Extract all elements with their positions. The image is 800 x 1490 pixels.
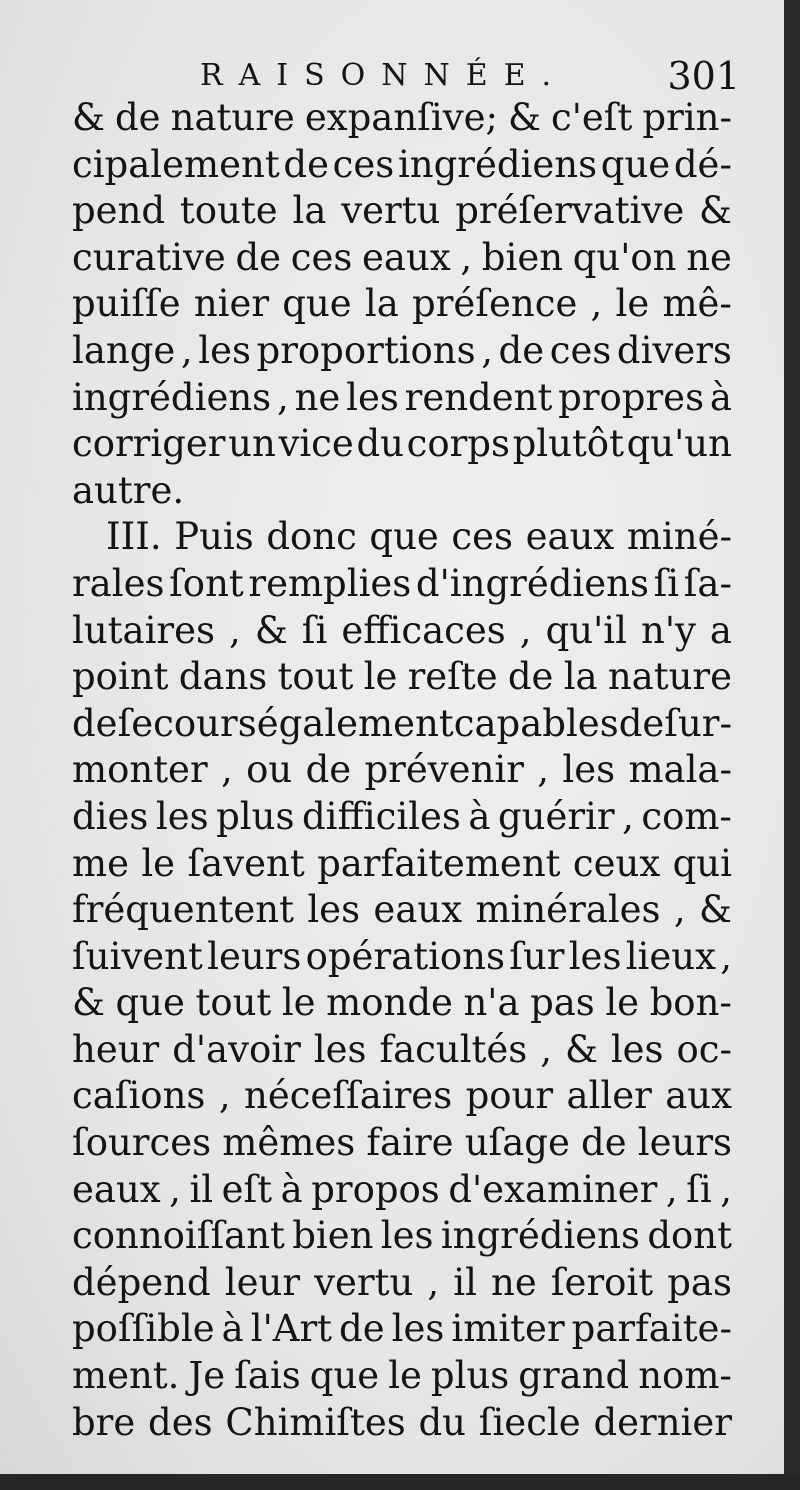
word: , bbox=[229, 608, 241, 652]
word: des bbox=[148, 1400, 213, 1444]
word: le bbox=[281, 981, 316, 1025]
text-line bbox=[72, 794, 732, 841]
word: dernier bbox=[593, 1400, 732, 1444]
word: du bbox=[356, 422, 404, 466]
word: parfaite- bbox=[571, 1307, 732, 1351]
word: , bbox=[540, 1027, 553, 1071]
word: les bbox=[610, 1027, 664, 1071]
word: , bbox=[590, 282, 603, 326]
word: dies bbox=[72, 794, 149, 838]
word: nom- bbox=[638, 1354, 732, 1398]
word: ſi bbox=[301, 608, 328, 652]
text-line bbox=[72, 934, 732, 981]
word: leur bbox=[224, 1260, 301, 1304]
word: qui bbox=[672, 841, 732, 885]
text-line bbox=[72, 1167, 732, 1214]
word: pour bbox=[465, 1074, 554, 1118]
word: eaux bbox=[525, 515, 615, 559]
word: eaux bbox=[373, 888, 463, 932]
word: de bbox=[498, 328, 545, 372]
text-line bbox=[72, 1213, 732, 1260]
word: autre. bbox=[72, 468, 185, 512]
word: bien bbox=[481, 235, 564, 279]
text-line bbox=[72, 514, 732, 561]
word: dépend bbox=[72, 1260, 211, 1304]
word: ingrédiens bbox=[440, 1214, 640, 1258]
word: de bbox=[72, 701, 118, 745]
word: ces bbox=[549, 328, 612, 372]
word: , bbox=[180, 328, 193, 372]
word: ces bbox=[451, 515, 514, 559]
word: que bbox=[282, 282, 352, 326]
word: les bbox=[198, 328, 251, 372]
word: ſeroit bbox=[550, 1260, 654, 1304]
word: III. bbox=[106, 515, 162, 559]
word: ſi bbox=[653, 561, 680, 605]
word: préſence bbox=[412, 282, 578, 326]
word: prin- bbox=[642, 96, 732, 139]
word: rendent bbox=[404, 375, 553, 419]
word: , bbox=[622, 794, 634, 838]
word: vertu bbox=[314, 1260, 414, 1304]
word: & bbox=[254, 608, 288, 652]
word: point bbox=[72, 655, 169, 699]
word: , bbox=[720, 934, 732, 978]
text-line bbox=[72, 654, 732, 701]
word: eaux bbox=[362, 235, 451, 279]
word: ſecours bbox=[117, 701, 257, 745]
word: qu'il bbox=[545, 608, 627, 652]
word: mala- bbox=[628, 748, 732, 792]
text-line bbox=[72, 747, 732, 794]
word: bien bbox=[292, 1214, 374, 1258]
word: le bbox=[363, 655, 398, 699]
word: leurs bbox=[207, 934, 302, 978]
word: monde bbox=[326, 981, 453, 1025]
word: d'ingrédiens bbox=[415, 561, 649, 605]
word: minérales bbox=[475, 888, 661, 932]
word: ment. bbox=[72, 1354, 180, 1398]
word: n'y bbox=[640, 608, 696, 652]
word: heur bbox=[72, 1027, 160, 1071]
word: plus bbox=[430, 1354, 510, 1398]
word: aller bbox=[566, 1074, 652, 1118]
word: les bbox=[313, 1027, 367, 1071]
word: les bbox=[562, 748, 616, 792]
word: monter bbox=[72, 748, 208, 792]
text-line bbox=[72, 188, 732, 235]
word: vice bbox=[278, 422, 354, 466]
word: pas bbox=[530, 981, 595, 1025]
word: & bbox=[699, 888, 732, 932]
word: tout bbox=[195, 981, 272, 1025]
word: qu'on bbox=[572, 235, 677, 279]
word: la bbox=[364, 282, 399, 326]
text-line bbox=[72, 841, 732, 888]
word: mêmes bbox=[222, 1121, 356, 1165]
word: ne bbox=[491, 1260, 537, 1304]
word: le bbox=[388, 1354, 422, 1398]
word: efficaces bbox=[341, 608, 506, 652]
word: plutôt bbox=[512, 422, 624, 466]
word: du bbox=[418, 1400, 467, 1444]
word: d'examiner bbox=[448, 1167, 658, 1211]
word: , bbox=[481, 328, 493, 372]
word: ne bbox=[294, 375, 341, 419]
word: nier bbox=[193, 282, 270, 326]
text-line bbox=[72, 980, 732, 1027]
text-line bbox=[72, 887, 732, 934]
word: ces bbox=[332, 142, 395, 186]
word: tout bbox=[277, 655, 354, 699]
word: a bbox=[709, 608, 732, 652]
word: Je bbox=[188, 1354, 226, 1398]
word: les bbox=[568, 934, 622, 978]
word: , bbox=[218, 1074, 231, 1118]
word: néceſſaires bbox=[243, 1074, 453, 1118]
word: de bbox=[283, 142, 329, 186]
word: à bbox=[280, 1167, 303, 1211]
word: l'Art bbox=[250, 1307, 333, 1351]
word: prévenir bbox=[364, 748, 524, 792]
scan-edge-bottom bbox=[0, 1474, 800, 1490]
page-number: 301 bbox=[667, 54, 740, 98]
word: Chimiſtes bbox=[225, 1400, 406, 1444]
word: ne bbox=[686, 235, 732, 279]
word: lutaires bbox=[72, 608, 215, 652]
text-line bbox=[72, 1306, 732, 1353]
word: & bbox=[564, 1027, 598, 1071]
word: que bbox=[369, 515, 439, 559]
word: leurs bbox=[637, 1121, 732, 1165]
word: poſſible bbox=[72, 1307, 215, 1351]
word: fréquentent bbox=[72, 888, 294, 932]
word: de bbox=[581, 1121, 627, 1165]
word: ſavent bbox=[187, 841, 305, 885]
word: corps bbox=[406, 422, 510, 466]
word: oc- bbox=[676, 1027, 732, 1071]
word: plus bbox=[216, 794, 295, 838]
word: imiter bbox=[451, 1307, 565, 1351]
word: nature bbox=[607, 655, 732, 699]
text-line bbox=[72, 1120, 732, 1167]
word: & bbox=[508, 96, 541, 139]
word: , bbox=[537, 748, 550, 792]
word: ſais bbox=[234, 1354, 301, 1398]
word: dans bbox=[178, 655, 268, 699]
word: , bbox=[665, 1167, 678, 1211]
word: eſt bbox=[221, 1167, 273, 1211]
word: cipalement bbox=[72, 142, 280, 186]
word: il bbox=[189, 1167, 214, 1211]
word: guérir bbox=[497, 794, 615, 838]
word: de bbox=[618, 701, 665, 745]
body-text bbox=[72, 95, 732, 1446]
word: pend bbox=[72, 189, 166, 233]
word: proportions bbox=[256, 328, 476, 372]
text-line bbox=[72, 375, 732, 422]
word: uſage bbox=[464, 1121, 570, 1165]
word: ſur- bbox=[664, 701, 732, 745]
word: de bbox=[305, 748, 352, 792]
word: capables bbox=[453, 701, 619, 745]
word: le bbox=[605, 981, 640, 1025]
word: , bbox=[673, 888, 686, 932]
word: me bbox=[72, 841, 129, 885]
word: faire bbox=[366, 1121, 454, 1165]
word: d'avoir bbox=[172, 1027, 301, 1071]
word: de bbox=[339, 1307, 385, 1351]
word: com- bbox=[641, 794, 732, 838]
word: les bbox=[391, 1307, 445, 1351]
word: de bbox=[507, 655, 554, 699]
word: parfaitement bbox=[317, 841, 561, 885]
scan-edge-right bbox=[784, 0, 800, 1490]
word: remplies bbox=[248, 561, 412, 605]
word: , bbox=[221, 748, 233, 792]
word: ſuivent bbox=[72, 934, 203, 978]
word: dont bbox=[647, 1214, 732, 1258]
word: & bbox=[72, 96, 105, 139]
word: propos bbox=[311, 1167, 440, 1211]
word: , bbox=[276, 375, 289, 419]
word: & bbox=[72, 981, 105, 1025]
word: connoiſſant bbox=[72, 1214, 285, 1258]
word: , bbox=[720, 1167, 732, 1211]
word: c'eſt bbox=[551, 96, 633, 139]
word: le bbox=[615, 282, 650, 326]
word: bon- bbox=[649, 981, 732, 1025]
word: n'a bbox=[463, 981, 520, 1025]
word: donc bbox=[266, 515, 357, 559]
text-line bbox=[72, 1260, 732, 1307]
word: ingrédiens bbox=[397, 142, 598, 186]
text-line bbox=[72, 468, 732, 515]
word: préſervative bbox=[455, 189, 685, 233]
word: que bbox=[309, 1354, 380, 1398]
word: ou bbox=[246, 748, 293, 792]
word: Puis bbox=[174, 515, 254, 559]
text-line bbox=[72, 142, 732, 189]
word: pas bbox=[667, 1260, 732, 1304]
word: reſte bbox=[407, 655, 498, 699]
word: dé- bbox=[673, 142, 732, 186]
text-line bbox=[72, 1027, 732, 1074]
word: à bbox=[221, 1307, 244, 1351]
text-line bbox=[72, 95, 732, 142]
word: lieux bbox=[625, 934, 716, 978]
word: de bbox=[235, 235, 282, 279]
word: facultés bbox=[379, 1027, 528, 1071]
word: caſions bbox=[72, 1074, 206, 1118]
word: aux bbox=[665, 1074, 732, 1118]
word: & bbox=[699, 189, 732, 233]
word: la bbox=[292, 189, 327, 233]
word: propres bbox=[558, 375, 705, 419]
text-line bbox=[72, 608, 732, 655]
text-line bbox=[72, 561, 732, 608]
word: bre bbox=[72, 1400, 136, 1444]
word: que bbox=[115, 981, 185, 1025]
text-line bbox=[72, 281, 732, 328]
word: eaux bbox=[72, 1167, 161, 1211]
word: grand bbox=[518, 1354, 630, 1398]
word: lange bbox=[72, 328, 176, 372]
word: ingrédiens bbox=[72, 375, 272, 419]
text-line bbox=[72, 235, 732, 282]
word: expanſive; bbox=[304, 96, 498, 139]
word: à bbox=[709, 375, 732, 419]
word: mê- bbox=[662, 282, 732, 326]
word: un bbox=[228, 422, 276, 466]
word: que bbox=[600, 142, 671, 186]
word: ſa- bbox=[683, 561, 732, 605]
running-title: RAISONNÉE. bbox=[200, 58, 568, 93]
word: , bbox=[460, 235, 473, 279]
page-header bbox=[200, 54, 740, 98]
word: les bbox=[155, 794, 209, 838]
text-line bbox=[72, 1073, 732, 1120]
word: également bbox=[256, 701, 454, 745]
text-line bbox=[72, 1400, 732, 1447]
text-line bbox=[72, 701, 732, 748]
text-line bbox=[72, 328, 732, 375]
word: rales bbox=[72, 561, 165, 605]
word: difficiles bbox=[301, 794, 461, 838]
word: puiſſe bbox=[72, 282, 181, 326]
word: nature bbox=[170, 96, 295, 139]
word: qu'un bbox=[626, 422, 732, 466]
word: à bbox=[468, 794, 491, 838]
word: corriger bbox=[72, 422, 226, 466]
word: le bbox=[141, 841, 176, 885]
word: les bbox=[346, 375, 399, 419]
word: ſur bbox=[509, 934, 565, 978]
word: ſi bbox=[686, 1167, 712, 1211]
word: ceux bbox=[572, 841, 661, 885]
word: vertu bbox=[341, 189, 441, 233]
word: toute bbox=[179, 189, 278, 233]
word: divers bbox=[616, 328, 732, 372]
word: il bbox=[453, 1260, 477, 1304]
word: curative bbox=[72, 235, 226, 279]
word: miné- bbox=[626, 515, 732, 559]
word: les bbox=[307, 888, 361, 932]
word: ces bbox=[290, 235, 353, 279]
text-line bbox=[72, 1353, 732, 1400]
word: ſources bbox=[72, 1121, 212, 1165]
word: , bbox=[169, 1167, 181, 1211]
word: ſont bbox=[169, 561, 244, 605]
word: de bbox=[114, 96, 161, 139]
word: , bbox=[427, 1260, 440, 1304]
word: la bbox=[563, 655, 598, 699]
text-line bbox=[72, 421, 732, 468]
word: les bbox=[380, 1214, 434, 1258]
word: ſiecle bbox=[478, 1400, 581, 1444]
word: , bbox=[519, 608, 532, 652]
word: opérations bbox=[305, 934, 505, 978]
